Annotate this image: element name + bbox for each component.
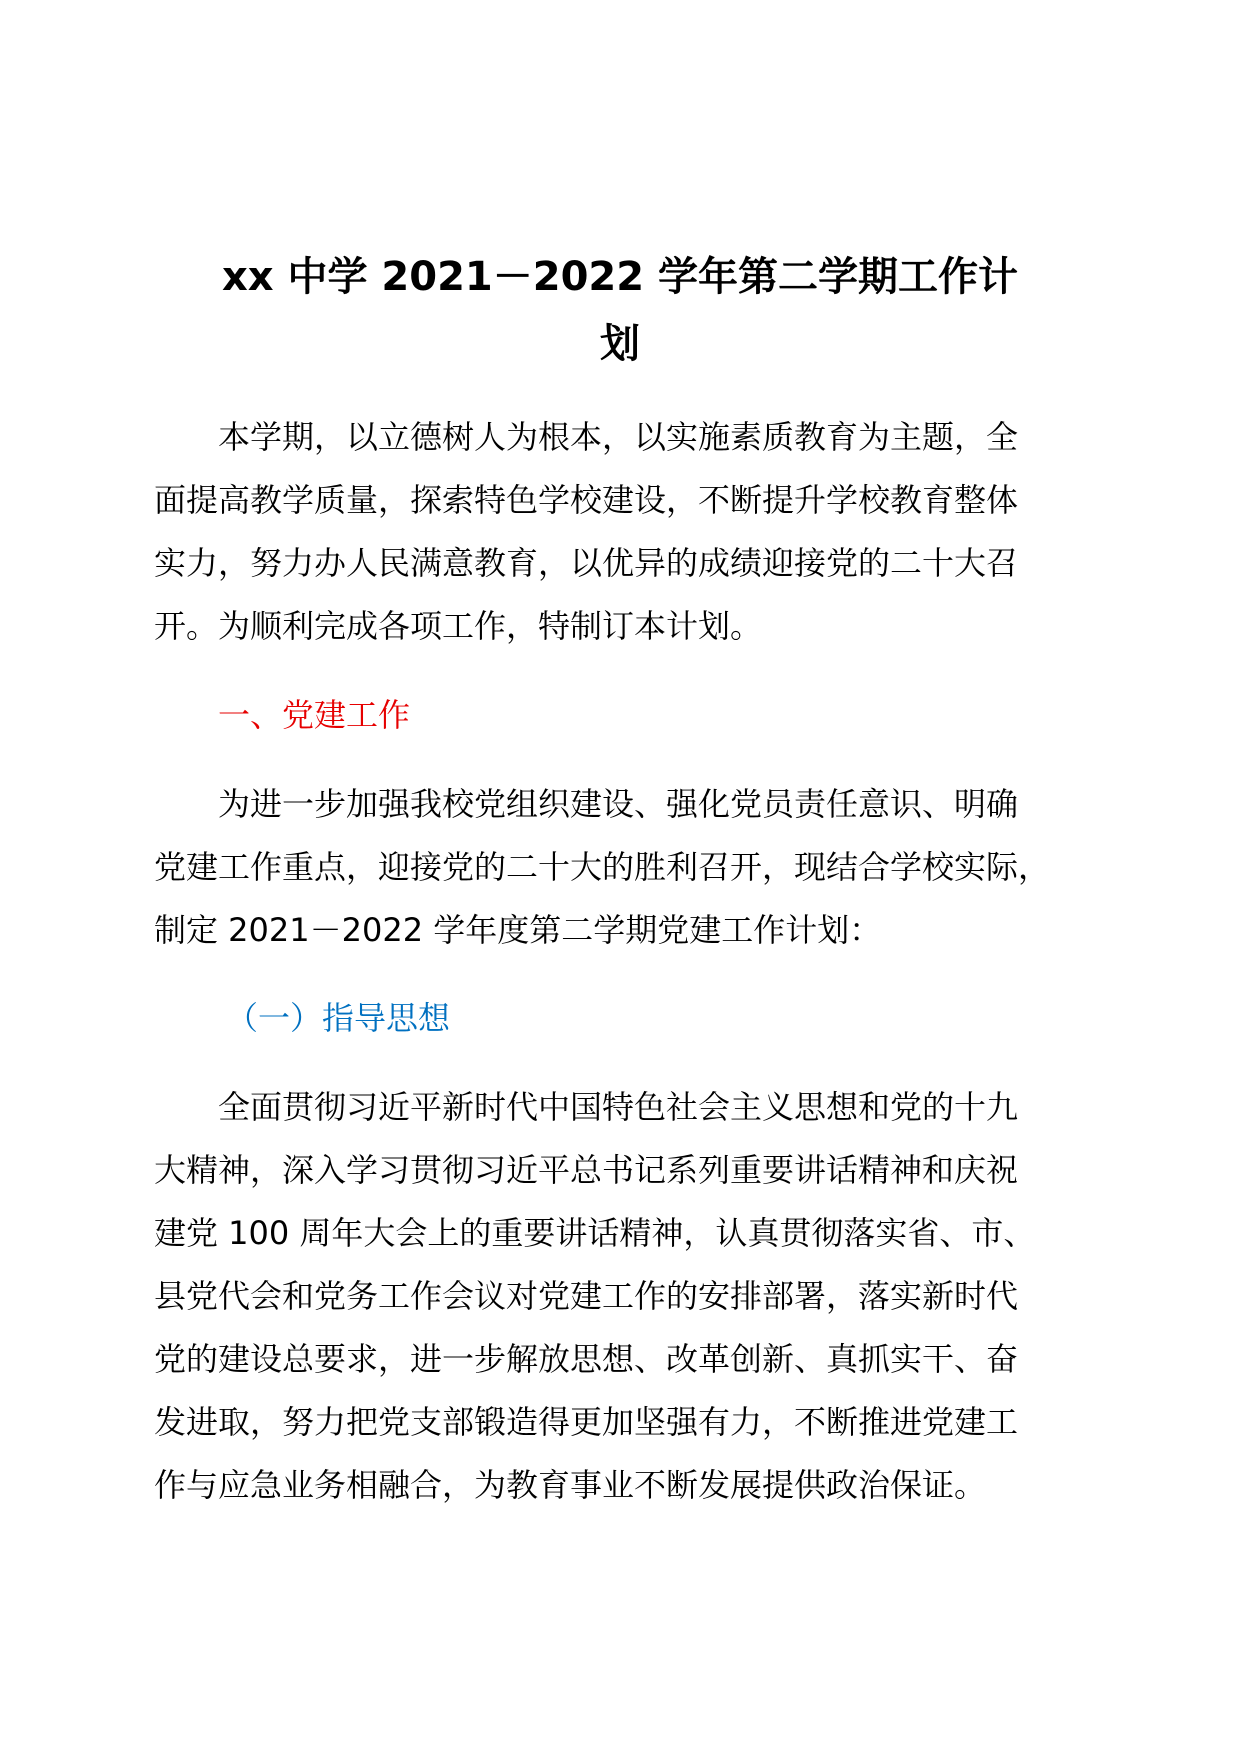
section1-line: 党建工作重点，迎接党的二十大的胜利召开，现结合学校实际， (154, 848, 1051, 886)
intro-line: 开。为顺利完成各项工作，特制订本计划。 (154, 607, 763, 645)
subsection1-line: 作与应急业务相融合，为教育事业不断发展提供政治保证。 (154, 1466, 987, 1504)
subsection1-line: 发进取，努力把党支部锻造得更加坚强有力，不断推进党建工 (154, 1403, 1019, 1441)
intro-line: 实力，努力办人民满意教育，以优异的成绩迎接党的二十大召 (154, 544, 1019, 582)
section1-line: 为进一步加强我校党组织建设、强化党员责任意识、明确 (218, 785, 1019, 823)
intro-line: 本学期，以立德树人为根本，以实施素质教育为主题，全 (218, 418, 1019, 456)
section-heading-party-building: 一、党建工作 (218, 696, 411, 734)
intro-line: 面提高教学质量，探索特色学校建设，不断提升学校教育整体 (154, 481, 1019, 519)
subsection-heading-guiding-ideology: （一）指导思想 (226, 999, 451, 1037)
subsection1-line: 大精神，深入学习贯彻习近平总书记系列重要讲话精神和庆祝 (154, 1151, 1019, 1189)
subsection1-line: 党的建设总要求，进一步解放思想、改革创新、真抓实干、奋 (154, 1340, 1019, 1378)
subsection1-line: 全面贯彻习近平新时代中国特色社会主义思想和党的十九 (218, 1088, 1019, 1126)
document-title-line-2: 划 (600, 321, 640, 367)
subsection1-line: 县党代会和党务工作会议对党建工作的安排部署，落实新时代 (154, 1277, 1019, 1315)
document-title-line-1: xx 中学 2021－2022 学年第二学期工作计 (221, 254, 1019, 300)
subsection1-line: 建党 100 周年大会上的重要讲话精神，认真贯彻落实省、市、 (154, 1214, 1036, 1252)
section1-line: 制定 2021－2022 学年度第二学期党建工作计划： (154, 911, 882, 949)
